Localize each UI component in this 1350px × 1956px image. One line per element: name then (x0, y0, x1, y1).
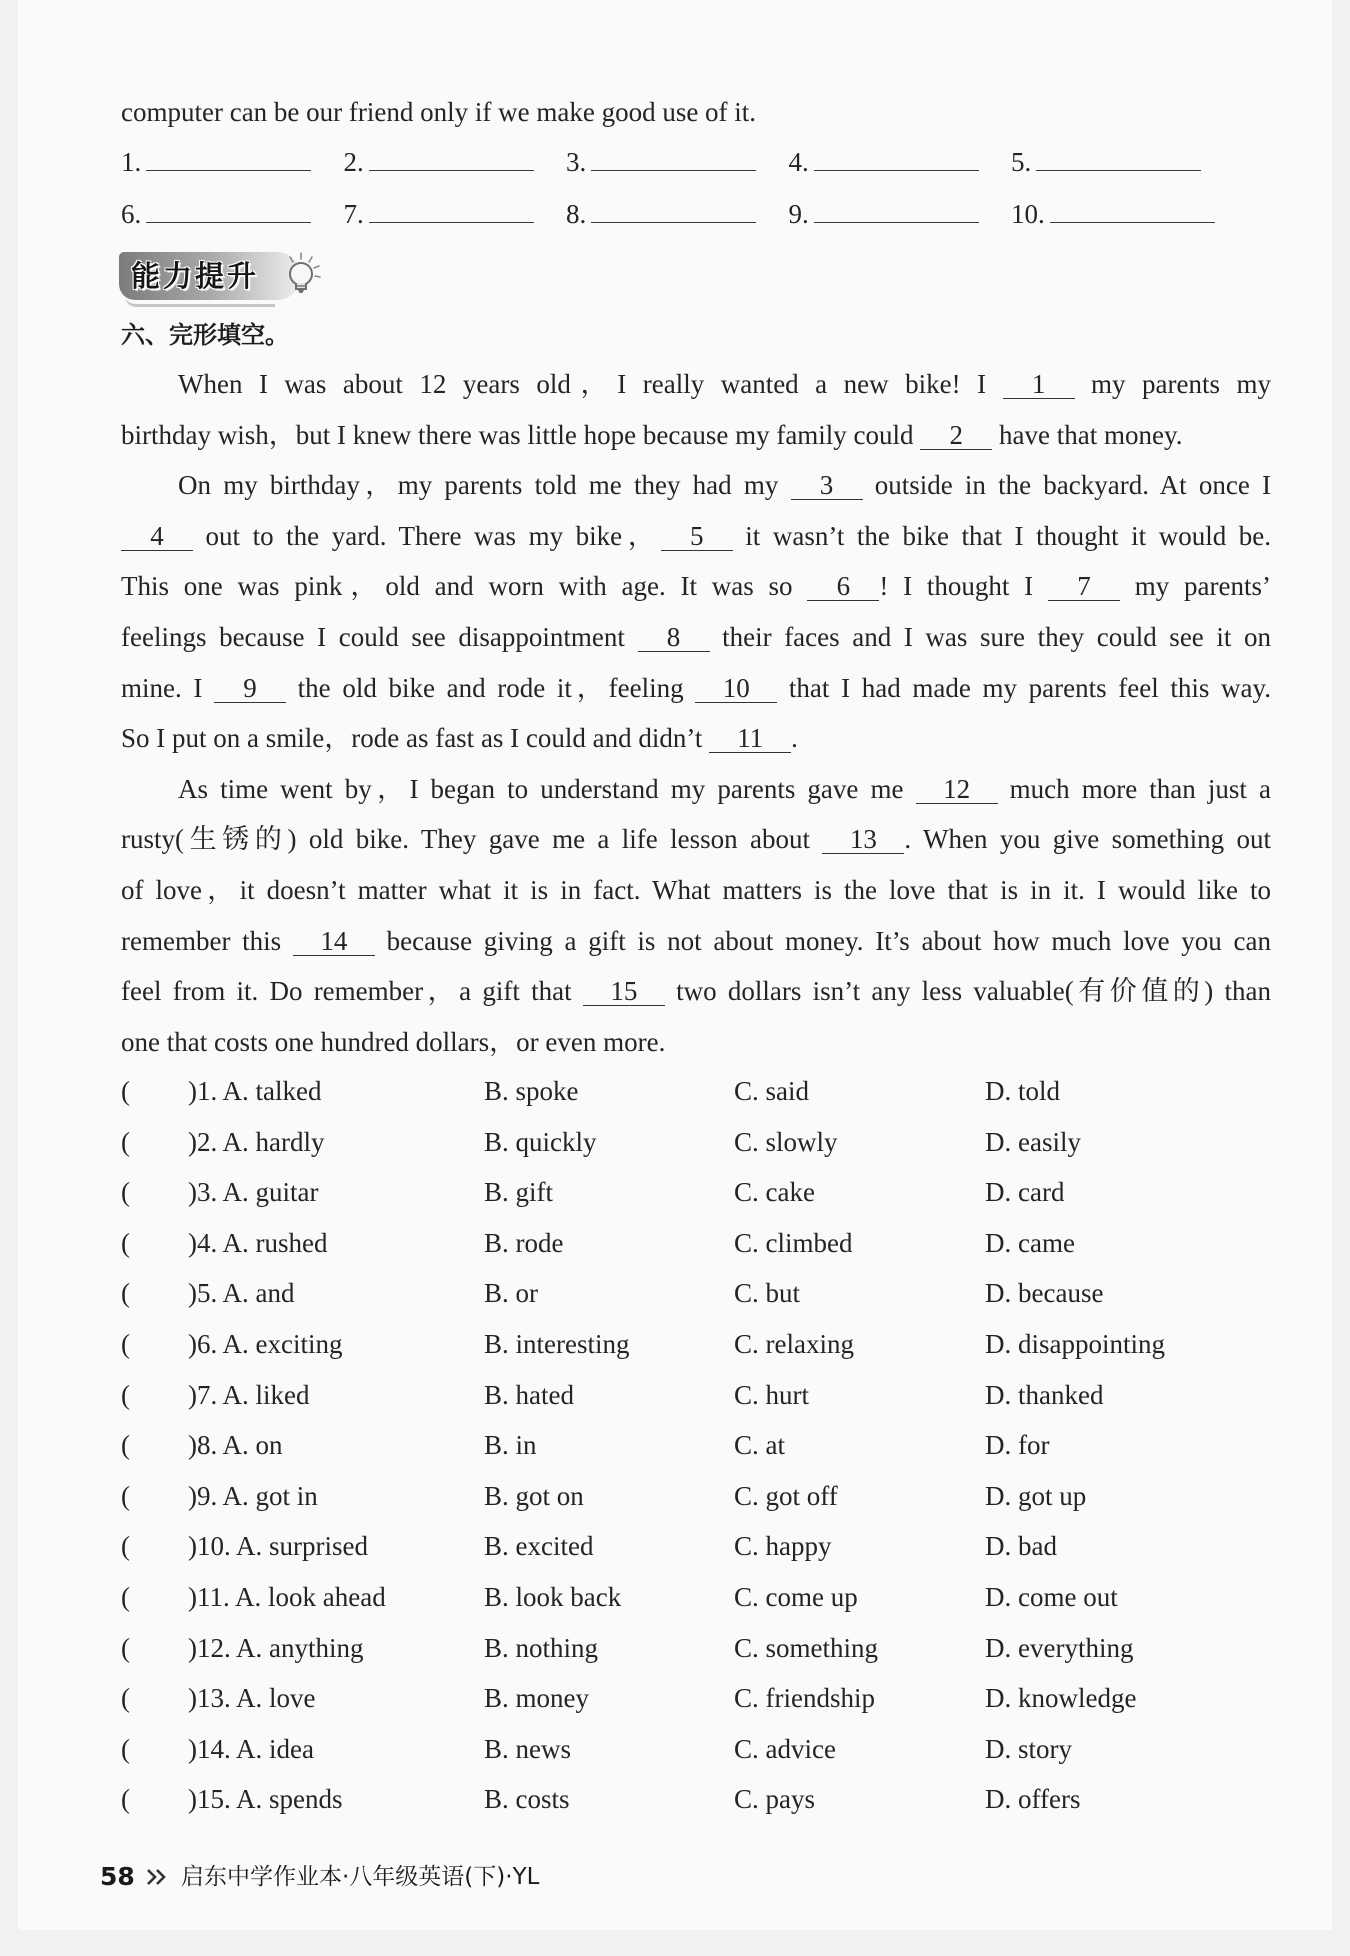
question-number-and-choice-a (188, 1724, 314, 1775)
choice-c: C. something (734, 1632, 879, 1663)
answer-bracket-open: ( (121, 1379, 130, 1410)
choice-b: B. in (484, 1430, 537, 1461)
double-chevron-icon (146, 1868, 168, 1886)
choice-b: B. got on (484, 1480, 584, 1511)
passage-line (121, 713, 1271, 764)
answer-bracket-open: ( (121, 1733, 130, 1764)
passage-text: because giving a gift is not about money. It’s about how much love you can (374, 925, 1271, 956)
passage-line (121, 764, 1271, 815)
question-number: 13. (197, 1683, 231, 1714)
question-row (121, 1572, 1271, 1623)
choice-a: A. exciting (222, 1328, 343, 1359)
choice-a: A. and (222, 1278, 295, 1309)
answer-blank-label: 10. (1011, 198, 1045, 229)
question-number-and-choice-a (188, 1066, 322, 1117)
question-row (121, 1167, 1271, 1218)
answer-blank (566, 189, 756, 241)
choice-d: D. knowledge (985, 1683, 1137, 1714)
choice-a: A. anything (236, 1632, 364, 1663)
passage-blank: 15 (583, 978, 665, 1006)
passage-text: This one was pink，old and worn with age. It was so (121, 571, 808, 602)
question-number-and-choice-a (188, 1218, 328, 1269)
answer-bracket-close: ) (188, 1632, 197, 1663)
choice-b: B. news (484, 1733, 571, 1764)
question-row (121, 1471, 1271, 1522)
question-row (121, 1623, 1271, 1674)
choice-d: D. story (985, 1733, 1072, 1764)
passage-line (121, 612, 1271, 663)
passage-text: mine. I (121, 672, 215, 703)
choice-b: B. look back (484, 1581, 622, 1612)
passage-line (121, 966, 1271, 1017)
answer-blank-line (1036, 148, 1201, 171)
choice-d: D. card (985, 1177, 1065, 1208)
answer-blank-line (369, 200, 534, 223)
answer-bracket-open: ( (121, 1430, 130, 1461)
choice-c: C. at (734, 1430, 785, 1461)
answer-bracket-close: ) (188, 1126, 197, 1157)
choice-b: B. spoke (484, 1076, 579, 1106)
choice-a: A. talked (222, 1076, 322, 1106)
page-number: 58 (100, 1862, 135, 1891)
question-row (121, 1218, 1271, 1269)
answer-bracket-open: ( (121, 1076, 130, 1106)
choice-a: A. surprised (236, 1531, 368, 1562)
question-number-and-choice-a (188, 1673, 316, 1724)
passage-text: As time went by，I began to understand my parents gave me (178, 773, 916, 804)
choice-a: A. hardly (222, 1126, 325, 1157)
passage-text: of love，it doesn’t matter what it is in fact. What matters is the love that is in it. I would like to (121, 874, 1271, 905)
choice-d: D. easily (985, 1126, 1081, 1157)
answer-blank-label: 9. (788, 198, 809, 229)
passage-text: birthday wish，but I knew there was little hope because my family could (121, 419, 921, 450)
choice-c: C. pays (734, 1784, 815, 1815)
question-number-and-choice-a (188, 1167, 319, 1218)
question-number: 9. (197, 1480, 218, 1511)
answer-bracket-close: ) (188, 1480, 197, 1511)
choice-b: B. hated (484, 1379, 574, 1410)
passage-blank: 3 (791, 472, 863, 500)
choice-c: C. climbed (734, 1227, 853, 1258)
question-row (121, 1724, 1271, 1775)
choice-b: B. money (484, 1683, 589, 1714)
passage-text: two dollars isn’t any less valuable(有价值的) than (664, 976, 1271, 1007)
passage-text: . When you give something out (904, 824, 1272, 855)
passage-text: ! I thought I (879, 571, 1048, 602)
choice-c: C. relaxing (734, 1328, 854, 1359)
answer-blank-label: 8. (566, 198, 587, 229)
answer-blank-label: 6. (121, 198, 142, 229)
passage-line (121, 814, 1271, 865)
choice-d: D. disappointing (985, 1328, 1165, 1359)
answer-blank (121, 137, 311, 189)
passage-blank: 14 (293, 928, 375, 956)
answer-bracket-close: ) (188, 1177, 197, 1208)
passage-text: that I had made my parents feel this way. (777, 672, 1271, 703)
question-row (121, 1370, 1271, 1421)
question-number-and-choice-a (188, 1774, 343, 1825)
choice-a: A. look ahead (235, 1581, 386, 1612)
answer-bracket-open: ( (121, 1784, 130, 1815)
passage-blank: 7 (1048, 573, 1120, 601)
answer-bracket-close: ) (188, 1581, 197, 1612)
question-number: 6. (197, 1328, 218, 1359)
answer-bracket-open: ( (121, 1632, 130, 1663)
answer-bracket-open: ( (121, 1227, 130, 1258)
cloze-passage (121, 359, 1271, 1067)
lightbulb-icon (279, 250, 323, 300)
question-number-and-choice-a (188, 1471, 318, 1522)
question-number-and-choice-a (188, 1572, 386, 1623)
answer-bracket-open: ( (121, 1683, 130, 1714)
passage-text: . (791, 723, 798, 754)
question-number: 2. (197, 1126, 218, 1157)
passage-text: much more than just a (997, 773, 1271, 804)
passage-line (121, 460, 1271, 511)
answer-blank-label: 3. (566, 147, 587, 177)
choice-a: A. love (236, 1683, 316, 1714)
passage-text: my parents’ (1119, 571, 1271, 602)
answer-blank-line (814, 200, 979, 223)
answer-blank-line (1050, 200, 1215, 223)
answer-bracket-close: ) (188, 1278, 197, 1309)
question-number: 15. (197, 1784, 231, 1815)
choice-c: C. come up (734, 1581, 858, 1612)
answer-blank-line (591, 200, 756, 223)
answer-blank-line (369, 148, 534, 171)
choice-d: D. for (985, 1430, 1050, 1461)
answer-blank-line (591, 148, 756, 171)
passage-text: remember this (121, 925, 293, 956)
passage-text: outside in the backyard. At once I (862, 470, 1271, 501)
answer-bracket-close: ) (188, 1733, 197, 1764)
choice-b: B. quickly (484, 1126, 597, 1157)
passage-line (121, 1017, 1271, 1068)
passage-blank: 12 (916, 776, 998, 804)
passage-blank: 6 (807, 573, 879, 601)
passage-text: the old bike and rode it，feeling (286, 672, 696, 703)
intro-line: computer can be our friend only if we make good use of it. (121, 97, 757, 127)
question-number: 1. (197, 1076, 218, 1106)
choice-d: D. come out (985, 1581, 1118, 1612)
answer-bracket-close: ) (188, 1784, 197, 1815)
choice-d: D. thanked (985, 1379, 1104, 1410)
passage-text: feelings because I could see disappointment (121, 621, 638, 652)
book-title: 启东中学作业本·八年级英语(下)·YL (181, 1864, 540, 1890)
passage-blank: 5 (661, 523, 733, 551)
answer-blank (1011, 189, 1215, 241)
answer-blank-line (814, 148, 979, 171)
choice-b: B. gift (484, 1177, 554, 1208)
answer-bracket-open: ( (121, 1278, 130, 1309)
passage-blank: 13 (822, 826, 904, 854)
passage-text: one that costs one hundred dollars，or even more. (121, 1026, 666, 1057)
question-number: 3. (197, 1177, 218, 1208)
question-row (121, 1521, 1271, 1572)
choice-d: D. because (985, 1278, 1104, 1309)
choice-b: B. rode (484, 1227, 564, 1258)
choice-b: B. interesting (484, 1328, 630, 1359)
question-row (121, 1420, 1271, 1471)
question-number-and-choice-a (188, 1268, 295, 1319)
passage-text: their faces and I was sure they could see it on (709, 621, 1271, 652)
choice-c: C. cake (734, 1177, 815, 1208)
question-row (121, 1066, 1271, 1117)
answer-bracket-open: ( (121, 1126, 130, 1157)
question-number-and-choice-a (188, 1420, 283, 1471)
answer-blank-label: 2. (343, 147, 364, 177)
passage-text: have that money. (992, 419, 1183, 450)
choice-a: A. guitar (222, 1177, 319, 1208)
question-number: 5. (197, 1278, 218, 1309)
question-number-and-choice-a (188, 1521, 368, 1572)
section-banner (119, 250, 324, 304)
banner-title: 能力提升 (131, 259, 260, 293)
passage-line (121, 663, 1271, 714)
passage-blank: 4 (121, 523, 193, 551)
choice-b: B. nothing (484, 1632, 599, 1663)
passage-blank: 8 (638, 624, 710, 652)
answer-bracket-open: ( (121, 1328, 130, 1359)
choice-d: D. got up (985, 1480, 1087, 1511)
answer-blank-label: 4. (788, 147, 809, 177)
choice-c: C. got off (734, 1480, 838, 1511)
passage-line (121, 359, 1271, 410)
question-number: 14. (197, 1733, 231, 1764)
answer-blank (121, 189, 311, 241)
answer-bracket-open: ( (121, 1531, 130, 1562)
choice-c: C. friendship (734, 1683, 875, 1714)
passage-blank: 9 (214, 675, 286, 703)
choice-d: D. bad (985, 1531, 1057, 1562)
question-number-and-choice-a (188, 1623, 364, 1674)
question-number-and-choice-a (188, 1319, 343, 1370)
choice-c: C. hurt (734, 1379, 810, 1410)
answer-bracket-open: ( (121, 1177, 130, 1208)
answer-blanks-grid (121, 137, 1271, 240)
choice-d: D. came (985, 1227, 1075, 1258)
passage-blank: 1 (1003, 371, 1075, 399)
choice-a: A. got in (222, 1480, 318, 1511)
question-row (121, 1268, 1271, 1319)
passage-blank: 2 (920, 422, 992, 450)
answer-bracket-open: ( (121, 1480, 130, 1511)
passage-text: out to the yard. There was my bike， (193, 520, 661, 551)
passage-text: rusty(生锈的) old bike. They gave me a life lesson about (121, 824, 823, 855)
passage-text: So I put on a smile，rode as fast as I could and didn’t (121, 723, 710, 754)
answer-bracket-close: ) (188, 1531, 197, 1562)
section-heading: 六、完形填空。 (121, 321, 289, 349)
answer-bracket-close: ) (188, 1328, 197, 1359)
choice-d: D. told (985, 1076, 1061, 1106)
passage-text: my parents my (1074, 369, 1271, 399)
answer-blank (1011, 137, 1201, 189)
passage-line (121, 865, 1271, 916)
passage-blank: 11 (709, 725, 791, 753)
answer-blank-label: 7. (343, 198, 364, 229)
choice-c: C. happy (734, 1531, 832, 1562)
choice-c: C. said (734, 1076, 810, 1106)
answer-blank-label: 5. (1011, 147, 1032, 177)
answer-blank (566, 137, 756, 189)
choice-b: B. costs (484, 1784, 570, 1815)
answer-bracket-close: ) (188, 1683, 197, 1714)
passage-text: On my birthday，my parents told me they had my (178, 470, 791, 501)
choice-c: C. advice (734, 1733, 836, 1764)
question-number: 8. (197, 1430, 218, 1461)
answer-blank-line (146, 200, 311, 223)
answer-bracket-open: ( (121, 1581, 130, 1612)
answer-blank (789, 189, 979, 241)
answer-blank (344, 189, 534, 241)
cloze-options (121, 1066, 1271, 1825)
answer-bracket-close: ) (188, 1379, 197, 1410)
choice-a: A. spends (236, 1784, 343, 1815)
answer-blank (789, 137, 979, 189)
question-number: 4. (197, 1227, 218, 1258)
choice-b: B. or (484, 1278, 538, 1309)
passage-line (121, 511, 1271, 562)
question-row (121, 1117, 1271, 1168)
passage-line (121, 561, 1271, 612)
question-number: 11. (197, 1581, 230, 1612)
question-row (121, 1319, 1271, 1370)
passage-text: When I was about 12 years old，I really wanted a new bike! I (178, 369, 1003, 399)
question-number-and-choice-a (188, 1370, 310, 1421)
passage-text: it wasn’t the bike that I thought it would be. (732, 520, 1271, 551)
answer-bracket-close: ) (188, 1076, 197, 1106)
question-number-and-choice-a (188, 1117, 325, 1168)
question-row (121, 1673, 1271, 1724)
choice-a: A. on (222, 1430, 283, 1461)
question-number: 10. (197, 1531, 231, 1562)
passage-line (121, 410, 1271, 461)
choice-d: D. everything (985, 1632, 1134, 1663)
answer-blank-line (146, 148, 311, 171)
question-number: 12. (197, 1632, 231, 1663)
choice-a: A. liked (222, 1379, 310, 1410)
choice-a: A. idea (236, 1733, 314, 1764)
choice-d: D. offers (985, 1784, 1081, 1815)
passage-line (121, 916, 1271, 967)
choice-c: C. slowly (734, 1126, 838, 1157)
answer-blank-label: 1. (121, 147, 142, 177)
passage-text: feel from it. Do remember，a gift that (121, 976, 583, 1007)
choice-a: A. rushed (222, 1227, 328, 1258)
question-row (121, 1774, 1271, 1825)
question-number: 7. (197, 1379, 218, 1410)
choice-c: C. but (734, 1278, 801, 1309)
choice-b: B. excited (484, 1531, 594, 1562)
answer-bracket-close: ) (188, 1227, 197, 1258)
answer-blank (344, 137, 534, 189)
answer-bracket-close: ) (188, 1430, 197, 1461)
passage-blank: 10 (695, 675, 777, 703)
